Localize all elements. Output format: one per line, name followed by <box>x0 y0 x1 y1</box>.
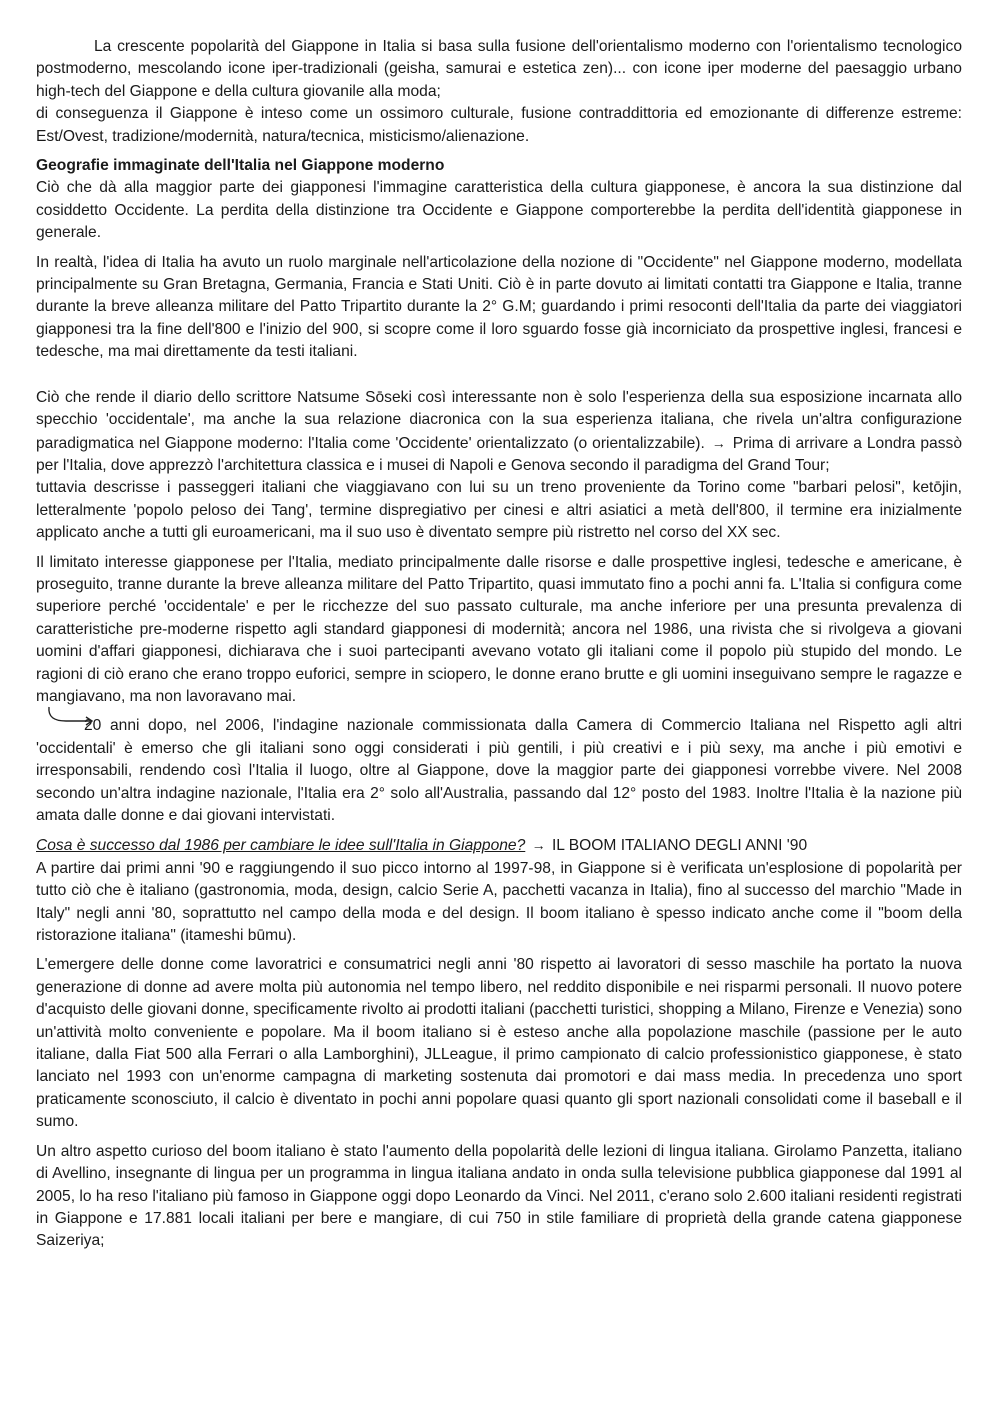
curved-arrow-wrap <box>36 715 962 827</box>
right-arrow-icon: → <box>531 837 546 854</box>
paragraph-lingua: Un altro aspetto curioso del boom italiano è stato l'aumento della popolarità delle lezioni di lingua italiana. Girolamo Panzetta, italiano di Avellino, insegnante di lingua per un programma in lingua italiana andato in onda sulla televisione pubblica giapponese dal 1991 al 2005, lo ha reso l'italiano più famoso in Giappone oggi dopo Leonardo da Vinci. Nel 2011, c'erano solo 2.600 italiani residenti registrati in Giappone e 17.881 locali italiani per bere e mangiare, di cui 750 in stile familiare di proprietà della grande catena giapponese Saizeriya; <box>36 1142 962 1250</box>
curved-arrow-icon <box>46 705 98 729</box>
document-page <box>36 36 962 1260</box>
paragraph-passeggeri: tuttavia descrisse i passeggeri italiani che viaggiavano con lui su un treno proveniente da Torino come "barbari pelosi", ketōjin, letteralmente 'popolo peloso dei Tang', termine dispregiativo per cinesi e altri asiatici a metà dell'800, il termine era inizialmente applicato anche a tutti gli euroamericani, ma il suo uso è diventato sempre più ristretto nel corso del XX sec. <box>36 479 962 542</box>
soseki-text-a: Ciò che rende il diario dello scrittore Natsume Sōseki così interessante non è solo l'esperienza della sua esposizione incarnata allo specchio 'occidentale', ma anche la sua relazione diacronica con la sua esperienza italiana, che rivela un'altra configurazione paradigmatica nel Giappone moderno: l'Italia come 'Occidente' orientalizzato (o orientalizzabile). <box>36 388 962 452</box>
text-2006: 20 anni dopo, nel 2006, l'indagine nazionale commissionata dalla Camera di Commercio Italiana nel Rispetto agli altri 'occidentali' è emerso che gli italiani sono oggi considerati i più gentili, i più creativi e i più sexy, ma anche i più emotivi e irresponsabili, rendendo così l'Italia il luogo, oltre al Giappone, dove la maggior parte dei giapponesi vorrebbe vivere. Nel 2008 secondo un'altra indagine nazionale, l'Italia era 2° solo all'Australia, passando dal 12° posto del 1983. Inoltre l'Italia è la nazione più amata dalle donne e dai giovani intervistati. <box>36 717 962 824</box>
intro-paragraph-b: di conseguenza il Giappone è inteso come un ossimoro culturale, fusione contraddittoria ed emozionante di differenze estreme: Est/Ovest, tradizione/modernità, natura/tecnica, misticismo/alienazione. <box>36 105 962 145</box>
paragraph-limitato-interesse: Il limitato interesse giapponese per l'Italia, mediato principalmente dalle risorse e dalle prospettive inglesi, tedesche e americane, è proseguito, tranne durante la breve alleanza militare del Patto Tripartito, quasi immutato fino a pochi anni fa. L'Italia si configura come superiore perché 'occidentale' e per le ricchezze del suo passato culturale, ma anche inferiore per una presunta prevalenza di caratteristiche pre-moderne rispetto agli standard giapponesi di modernità; ancora nel 1986, una rivista che si rivolgeva a giovani uomini d'affari giapponesi, dichiarava che i suoi partecipanti avevano votato gli italiani come il popolo più stupido del mondo. Le ragioni di ciò erano che erano troppo euforici, sempre in sciopero, le donne erano brutte e gli uomini inseguivano sempre le ragazze e mangiavano, ma non lavoravano mai. <box>36 553 962 705</box>
question-line <box>36 834 962 857</box>
intro-paragraph-a: La crescente popolarità del Giappone in Italia si basa sulla fusione dell'orientalismo moderno con l'orientalismo tecnologico postmoderno, mescolando icone iper-tradizionali (geisha, samurai e estetica zen)... con icone iper moderne del paesaggio urbano high-tech del Giappone e della cultura giovanile alla moda; <box>36 38 962 100</box>
paragraph-2006 <box>36 715 962 827</box>
paragraph-donne: L'emergere delle donne come lavoratrici e consumatrici negli anni '80 rispetto ai lavoratori di sesso maschile ha portato la nuova generazione di donne ad avere molta più autonomia nel tempo libero, nel reddito disponibile e nei risparmi personali. Il nuovo potere d'acquisto delle giovani donne, specificamente rivolto ai prodotti italiani (pacchetti turistici, shopping a Milano, Firenze e Venezia) sono un'attività molto conveniente e popolare. Ma il boom italiano si è esteso anche alla popolazione maschile (passione per le auto italiane, dalla Fiat 500 alla Ferrari o alla Lamborghini), JLLeague, il primo campionato di calcio professionistico giapponese, è stato lanciato nel 1993 con un'enorme campagna di marketing sostenuta dai promotori e dai mass media. In precedenza uno sport praticamente sconosciuto, il calcio è diventato in pochi anni popolare quasi quanto gli sport nazionali consolidati come il baseball e il sumo. <box>36 956 962 1131</box>
blank-line <box>36 371 962 387</box>
paragraph-distinzione: Ciò che dà alla maggior parte dei giapponesi l'immagine caratteristica della cultura giapponese, è ancora la sua distinzione dal cosiddetto Occidente. La perdita della distinzione tra Occidente e Giappone comporterebbe la perdita dell'identità giapponese in generale. <box>36 179 962 242</box>
soseki-text-b: Prima di arrivare a Londra passò per l'Italia, dove apprezzò l'architettura classica e i musei di Napoli e Genova secondo il paradigma del Grand Tour; <box>36 434 962 474</box>
paragraph-anni-90: A partire dai primi anni '90 e raggiungendo il suo picco intorno al 1997-98, in Giappone si è verificata un'esplosione di popolarità per tutto ciò che è italiano (gastronomia, moda, design, calcio Serie A, pacchetti vacanza in Italia), fino al successo del marchio "Made in Italy" negli anni '80, soprattutto nel campo della moda e del design. Il boom italiano è spesso indicato anche come il "boom della ristorazione italiana" (itameshi būmu). <box>36 859 962 945</box>
right-arrow-icon: → <box>711 434 726 451</box>
section-heading-boom: IL BOOM ITALIANO DEGLI ANNI '90 <box>551 837 808 855</box>
section-question: Cosa è successo dal 1986 per cambiare le idee sull'Italia in Giappone? <box>36 837 526 855</box>
paragraph-soseki <box>36 387 962 478</box>
section-heading-geografie: Geografie immaginate dell'Italia nel Giappone moderno <box>36 157 445 175</box>
paragraph-in-realta: In realtà, l'idea di Italia ha avuto un ruolo marginale nell'articolazione della nozione di "Occidente" nel Giappone moderno, modellata principalmente su Gran Bretagna, Germania, Francia e Stati Uniti. Ciò è in parte dovuto ai limitati contatti tra Giappone e Italia, tranne durante la breve alleanza militare del Patto Tripartito durante la 2° G.M; guardando i primi resoconti dell'Italia da parte dei viaggiatori giapponesi tra la fine dell'800 e l'inizio del 900, si scopre come il loro sguardo fosse già incorniciato da prospettive inglesi, francesi e tedesche, ma mai direttamente da testi italiani. <box>36 253 962 361</box>
